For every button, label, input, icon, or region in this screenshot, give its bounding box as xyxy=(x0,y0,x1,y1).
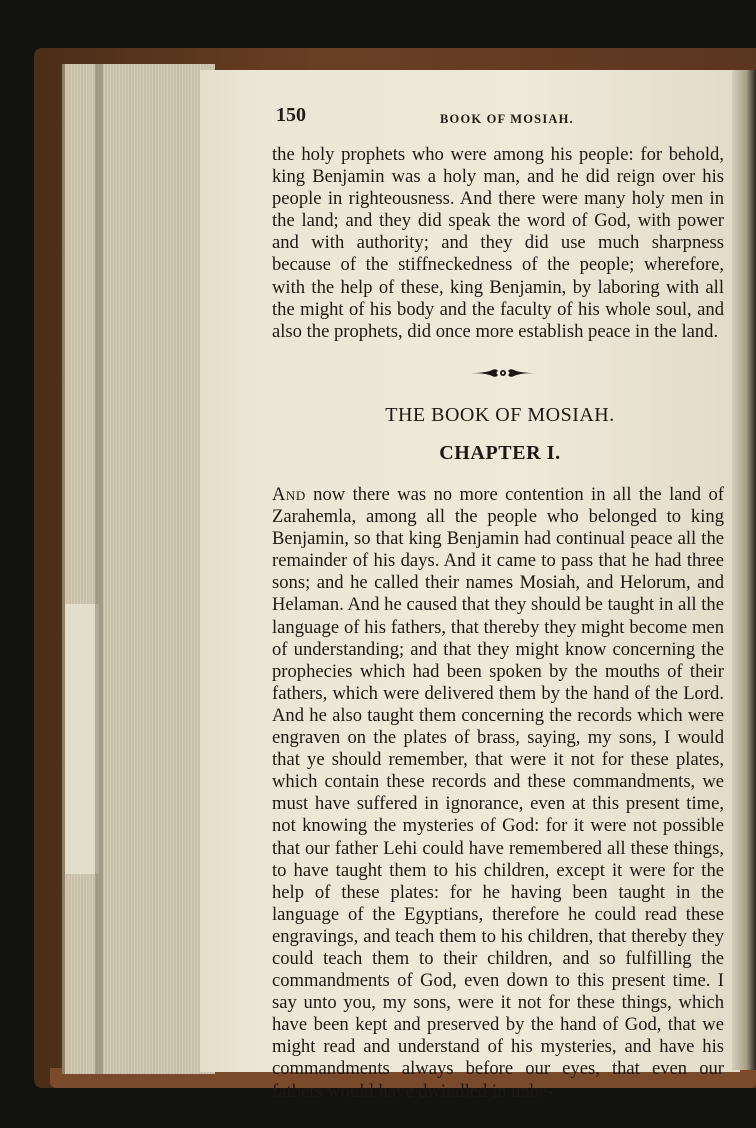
page-number: 150 xyxy=(276,104,306,126)
running-head-title: BOOK OF MOSIAH. xyxy=(440,112,574,126)
preceding-passage xyxy=(272,144,724,343)
page-gutter-shadow xyxy=(732,70,756,1070)
book-page xyxy=(200,70,740,1102)
book-title: THE BOOK OF MOSIAH. xyxy=(385,404,615,426)
paper-slip xyxy=(65,604,99,874)
show-through-texture xyxy=(260,338,710,448)
chapter-body xyxy=(272,484,724,1103)
chapter-heading: CHAPTER I. xyxy=(439,442,561,464)
chapter-paragraph xyxy=(272,484,724,1103)
chapter-first-word: And xyxy=(272,484,306,505)
running-head xyxy=(276,104,716,130)
page-stack-fore-edge xyxy=(62,64,215,1074)
preceding-paragraph: the holy prophets who were among his people: for behold, king Benjamin was a holy man, and he did reign over his people in righteousness. And there were many holy men in the land; and they did speak the word of God, with power and with authority; and they did use much sharpness because of the stiffneckedness of the people; wherefore, with the help of these, king Benjamin, by laboring with all the might of his body and the faculty of his whole soul, and also the prophets, did once more establish peace in the land. xyxy=(272,144,724,342)
ornament-divider-icon xyxy=(468,366,538,380)
page-stack-shadow xyxy=(95,64,103,1074)
chapter-text: now there was no more contention in all the land of Zarahemla, among all the people who belonged to king Benjamin, so that king Benjamin had continual peace all the remainder of his days. And it came to pass that he had three sons; and he called their names Mosiah, and Helorum, and Helaman. And he caused that they should be taught in all the language of his fathers, that thereby they might become men of understanding; and that they might know concerning the prophecies which had been spoken by the mouths of their fathers, which were delivered them by the hand of the Lord. And he also taught them concerning the records which were engraven on the plates of brass, saying, my sons, I would that ye should remember, that were it not for these plates, which contain these records and these commandments, we must have suffered in ignorance, even at this present time, not knowing the mysteries of God: for it were not possible that our father Lehi could have remembered all these things, to have taught them to his children, except it were for the help of these plates: for he having been taught in the language of the Egyptians, therefore he could read these engravings, and teach them to his children, that thereby they could teach them to their children, and so fulfilling the commandments of God, even down to this present time. I say unto you, my sons, were it not for these things, which have been kept and preserved by the hand of God, that we might read and understand of his mysteries, and have his commandments always before our eyes, that even our fathers would have dwindled in unbe- xyxy=(272,484,724,1102)
